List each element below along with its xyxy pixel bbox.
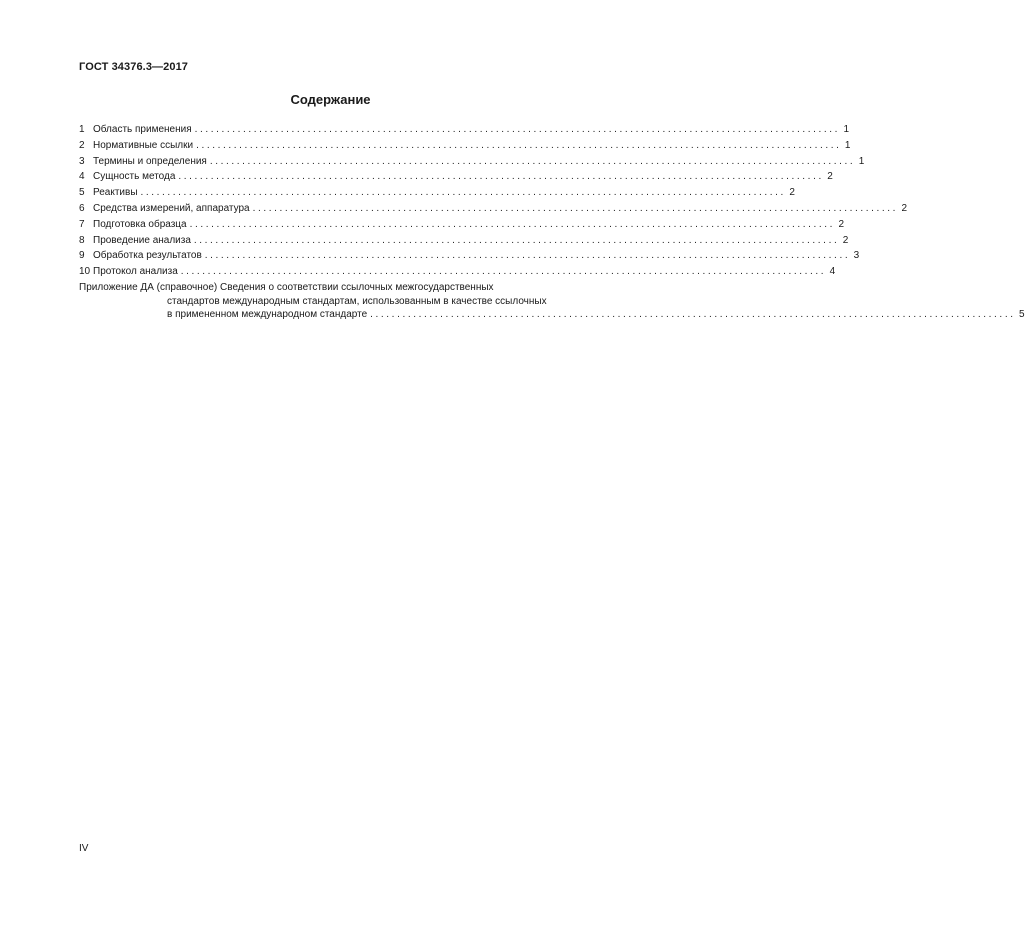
toc-leader-dots: ........................................................................................................................ bbox=[178, 171, 824, 183]
toc-entry-number: 6 bbox=[79, 202, 85, 214]
toc-entry-number: 10 bbox=[79, 266, 91, 278]
toc-entry[interactable] bbox=[79, 234, 849, 251]
toc-entry[interactable] bbox=[79, 250, 860, 266]
toc-entry-label: Обработка результатов bbox=[93, 250, 202, 262]
toc-leader-dots: ........................................................................................................................ bbox=[370, 309, 1016, 321]
toc-entry-label: Термины и определения bbox=[93, 155, 207, 167]
toc-leader-dots: ........................................................................................................................ bbox=[193, 234, 840, 246]
toc-leader-dots: ........................................................................................................................ bbox=[140, 187, 786, 199]
document-header: ГОСТ 34376.3—2017 bbox=[79, 61, 189, 73]
toc-entry-number: 4 bbox=[79, 171, 85, 183]
toc-entry[interactable] bbox=[79, 187, 795, 203]
toc-entry-number: 1 bbox=[79, 124, 85, 135]
toc-entry[interactable] bbox=[79, 218, 844, 235]
toc-entry[interactable] bbox=[79, 202, 908, 219]
toc-leader-dots: ........................................................................................................................ bbox=[209, 155, 856, 167]
toc-leader-dots: ........................................................................................................................ bbox=[204, 250, 851, 262]
toc-leader-dots: ........................................................................................................................ bbox=[252, 202, 899, 214]
toc-appendix-entry[interactable] bbox=[79, 281, 1025, 324]
toc-entry-label: Область применения bbox=[93, 124, 192, 135]
toc-entry-number: 7 bbox=[79, 218, 85, 230]
toc-entry-page: 1 bbox=[843, 124, 850, 135]
toc-entry[interactable] bbox=[79, 266, 836, 282]
toc-entry-label: Сущность метода bbox=[93, 171, 176, 183]
toc-entry-label: Проведение анализа bbox=[93, 234, 191, 246]
appendix-title-line-2: стандартов международным стандартам, использованным в качестве ссылочных bbox=[167, 295, 547, 307]
toc-entry-number: 3 bbox=[79, 155, 85, 167]
table-of-contents bbox=[79, 124, 1025, 323]
toc-entry-number: 5 bbox=[79, 187, 85, 199]
toc-entry-number: 9 bbox=[79, 250, 85, 262]
page-title: Содержание bbox=[290, 92, 371, 107]
page-number: IV bbox=[79, 843, 89, 854]
toc-leader-dots: ........................................................................................................................ bbox=[180, 266, 827, 278]
toc-entry-label: Протокол анализа bbox=[93, 266, 178, 278]
toc-entry-label: Подготовка образца bbox=[93, 218, 187, 230]
toc-entry-page: 2 bbox=[842, 234, 849, 246]
toc-entry-page: 3 bbox=[853, 250, 860, 262]
toc-entry-page: 2 bbox=[789, 187, 795, 199]
toc-entry-page: 4 bbox=[829, 266, 836, 278]
toc-leader-dots: ........................................................................................................................ bbox=[194, 124, 841, 135]
toc-entry-page: 2 bbox=[838, 218, 844, 230]
appendix-title-line-3: в примененном международном стандарте bbox=[167, 309, 368, 321]
toc-entry[interactable] bbox=[79, 155, 865, 172]
toc-leader-dots: ........................................................................................................................ bbox=[189, 218, 835, 230]
toc-leader-dots: ........................................................................................................................ bbox=[196, 139, 842, 151]
appendix-title-line-1: Приложение ДА (справочное) Сведения о соответствии ссылочных межгосударственных bbox=[79, 281, 494, 293]
toc-entry[interactable] bbox=[79, 124, 850, 140]
toc-entry-label: Средства измерений, аппаратура bbox=[93, 202, 250, 214]
toc-entry-label: Реактивы bbox=[93, 187, 138, 199]
toc-entry-page: 1 bbox=[858, 155, 865, 167]
toc-entry[interactable] bbox=[79, 171, 833, 187]
toc-entry[interactable] bbox=[79, 139, 851, 156]
toc-entry-page: 1 bbox=[844, 139, 851, 151]
toc-entry-number: 2 bbox=[79, 139, 85, 151]
toc-entry-label: Нормативные ссылки bbox=[93, 139, 194, 151]
toc-entry-number: 8 bbox=[79, 234, 85, 246]
toc-entry-page: 5 bbox=[1019, 309, 1025, 321]
toc-entry-page: 2 bbox=[901, 202, 908, 214]
toc-entry-page: 2 bbox=[827, 171, 833, 183]
